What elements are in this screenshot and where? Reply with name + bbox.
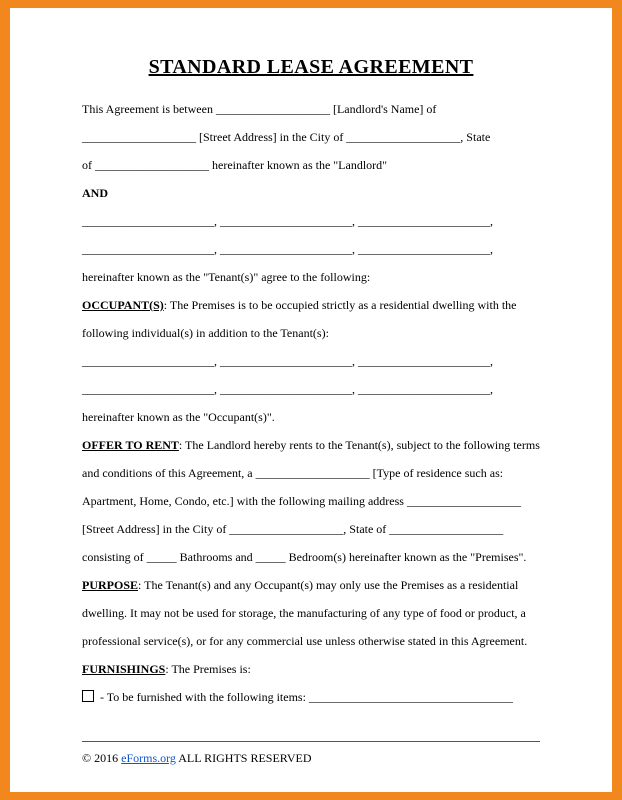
intro-tenants-closing-line: hereinafter known as the "Tenant(s)" agree to the following:	[82, 270, 371, 284]
offer-to-rent-heading: OFFER TO RENT	[82, 438, 179, 452]
purpose-text-line-3: professional service(s), or for any commercial use unless otherwise stated in this Agreement.	[82, 634, 528, 648]
eforms-link[interactable]: eForms.org	[121, 751, 176, 765]
and-separator: AND	[82, 186, 108, 200]
document-page	[10, 8, 612, 792]
copyright-line	[82, 751, 540, 766]
offer-text-line-2: and conditions of this Agreement, a ___________________ [Type of residence such as:	[82, 466, 504, 480]
offer-text-line-1: : The Landlord hereby rents to the Tenant(s), subject to the following terms	[178, 438, 540, 452]
tenant-name-blank-row-1: ______________________, ______________________, ______________________,	[82, 214, 493, 228]
occupant-name-blank-row-2: ______________________, ______________________, ______________________,	[82, 382, 493, 396]
footer-divider	[82, 741, 540, 742]
occupants-text-line-1: : The Premises is to be occupied strictly as a residential dwelling with the	[163, 298, 517, 312]
purpose-text-line-1: : The Tenant(s) and any Occupant(s) may only use the Premises as a residential	[138, 578, 519, 592]
furnishings-heading-line	[82, 655, 540, 683]
occupants-heading: OCCUPANT(S)	[82, 298, 164, 312]
footer	[82, 741, 540, 766]
purpose-text-line-2: dwelling. It may not be used for storage, the manufacturing of any type of food or product, a	[82, 606, 526, 620]
occupants-closing-line: hereinafter known as the "Occupant(s)".	[82, 410, 275, 424]
furnished-option-text: - To be furnished with the following items: __________________________________	[100, 690, 513, 704]
document-title: STANDARD LEASE AGREEMENT	[148, 56, 474, 78]
occupants-heading-line	[82, 291, 540, 319]
occupants-text-line-2: following individual(s) in addition to the Tenant(s):	[82, 326, 329, 340]
intro-line-2: ___________________ [Street Address] in the City of ___________________, State	[82, 130, 491, 144]
copyright-prefix: © 2016	[82, 751, 122, 765]
purpose-heading: PURPOSE	[82, 578, 139, 592]
copyright-suffix: ALL RIGHTS RESERVED	[175, 751, 312, 765]
offer-text-line-5: consisting of _____ Bathrooms and _____ Bedroom(s) hereinafter known as the "Premises".	[82, 550, 527, 564]
checkbox-icon	[82, 690, 94, 702]
offer-heading-line	[82, 431, 540, 459]
intro-line-3: of ___________________ hereinafter known as the "Landlord"	[82, 158, 388, 172]
offer-text-line-4: [Street Address] in the City of ___________________, State of ___________________	[82, 522, 504, 536]
offer-text-line-3: Apartment, Home, Condo, etc.] with the following mailing address ___________________	[82, 494, 521, 508]
tenant-name-blank-row-2: ______________________, ______________________, ______________________,	[82, 242, 493, 256]
intro-line-1: This Agreement is between ___________________ [Landlord's Name] of	[82, 102, 437, 116]
occupant-name-blank-row-1: ______________________, ______________________, ______________________,	[82, 354, 493, 368]
furnishings-heading: FURNISHINGS	[82, 662, 166, 676]
purpose-heading-line	[82, 571, 540, 599]
furnishings-text: : The Premises is:	[165, 662, 251, 676]
furnished-option-line	[82, 683, 540, 711]
